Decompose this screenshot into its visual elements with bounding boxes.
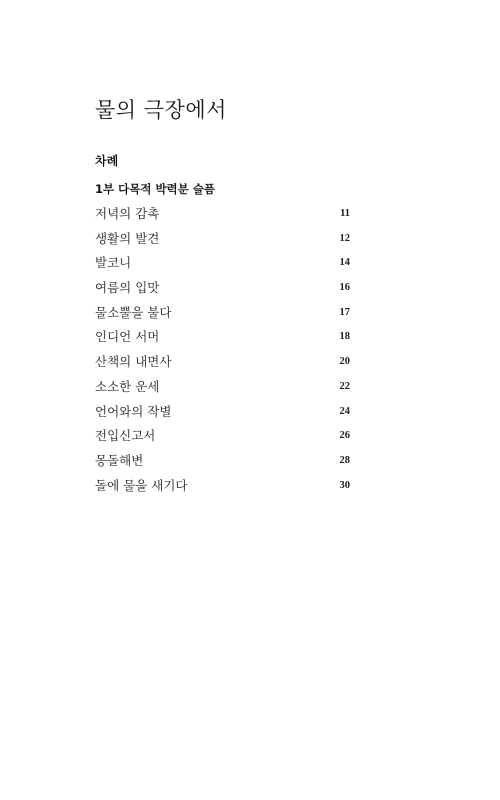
entry-title: 돌에 물을 새기다 <box>95 477 188 493</box>
toc-entry[interactable] <box>95 402 350 427</box>
book-title: 물의 극장에서 <box>95 98 227 122</box>
entry-title: 인디언 서머 <box>95 329 160 345</box>
entry-page-number: 28 <box>339 454 350 466</box>
entry-title: 전입신고서 <box>95 428 156 444</box>
part-title: 1부 다목적 박력분 슬픔 <box>95 182 215 196</box>
entry-page-number: 18 <box>339 331 350 343</box>
entry-page-number: 11 <box>340 208 350 219</box>
toc-entry[interactable] <box>95 327 350 352</box>
entry-title: 산책의 내면사 <box>95 354 172 370</box>
entry-page-number: 14 <box>339 257 350 269</box>
entry-page-number: 22 <box>339 380 350 392</box>
entry-page-number: 16 <box>339 282 350 294</box>
entry-title: 여름의 입맛 <box>95 280 160 296</box>
entry-page-number: 12 <box>339 232 350 244</box>
toc-entry[interactable] <box>95 204 350 229</box>
entry-page-number: 20 <box>339 356 350 368</box>
entry-page-number: 24 <box>339 405 350 417</box>
entry-title: 저녁의 감촉 <box>95 206 160 221</box>
toc-entry[interactable] <box>95 278 350 303</box>
toc-heading: 차례 <box>95 154 119 168</box>
toc-entry[interactable] <box>95 451 350 476</box>
toc-entry[interactable] <box>95 377 350 402</box>
entry-title: 몽돌해변 <box>95 452 144 468</box>
entry-title: 물소뿔을 불다 <box>95 304 172 320</box>
toc-list <box>95 204 350 500</box>
toc-entry[interactable] <box>95 303 350 328</box>
entry-title: 발코니 <box>95 255 132 271</box>
toc-entry[interactable] <box>95 426 350 451</box>
toc-entry[interactable] <box>95 476 350 501</box>
toc-entry[interactable] <box>95 352 350 377</box>
entry-title: 소소한 운세 <box>95 378 160 394</box>
entry-page-number: 17 <box>339 306 350 318</box>
entry-page-number: 26 <box>339 430 350 442</box>
entry-title: 언어와의 작별 <box>95 403 172 419</box>
toc-entry[interactable] <box>95 229 350 254</box>
entry-title: 생활의 발견 <box>95 230 160 246</box>
toc-entry[interactable] <box>95 253 350 278</box>
entry-page-number: 30 <box>339 479 350 491</box>
